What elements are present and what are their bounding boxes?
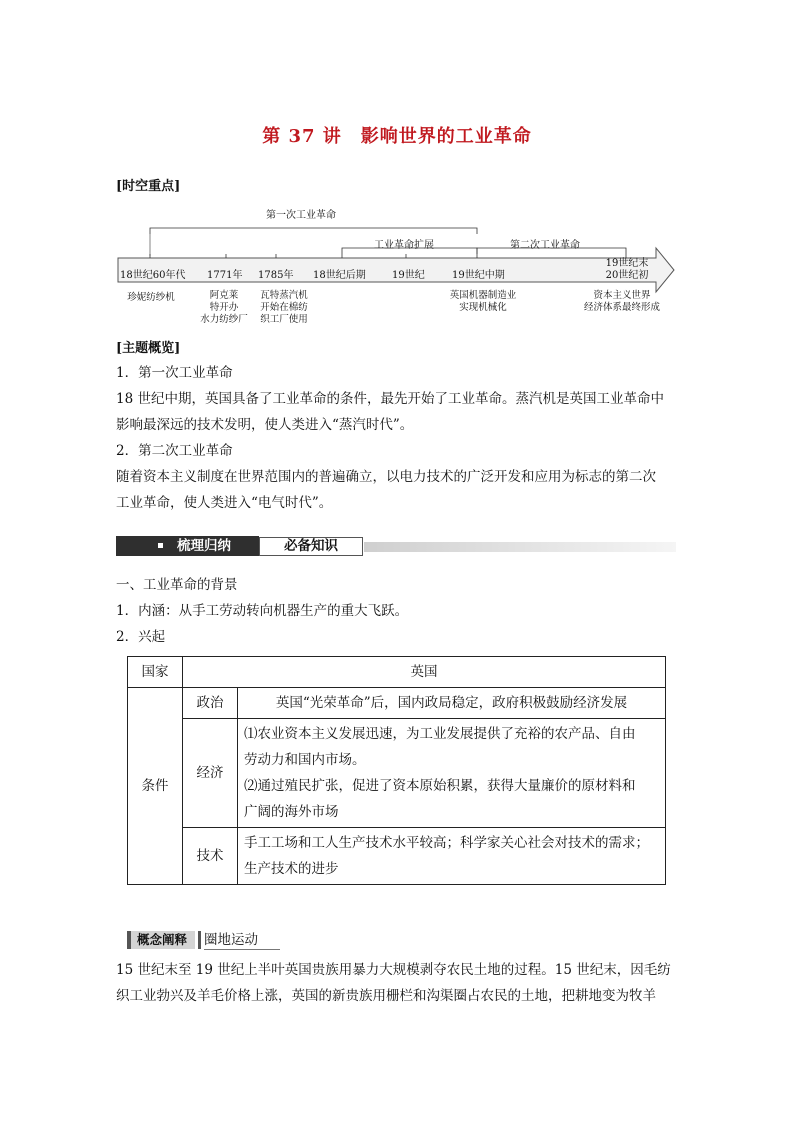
row-label-tech: 技术 bbox=[183, 828, 238, 885]
economy-line: 广阔的海外市场 bbox=[244, 804, 339, 820]
timeline-point: 19世纪中期 bbox=[452, 270, 505, 281]
overview-item2-line: 随着资本主义制度在世界范围内的普遍确立，以电力技术的广泛开发和应用为标志的第二次 bbox=[116, 469, 656, 485]
table-header-country: 国家 bbox=[128, 657, 183, 688]
background-table bbox=[127, 656, 666, 885]
overview-section-tag: [主题概览] bbox=[116, 341, 181, 356]
economy-line: ⑵通过殖民扩张，促进了资本原始积累，获得大量廉价的原材料和 bbox=[244, 778, 636, 794]
timeline-event: 资本主义世界 经济体系最终形成 bbox=[583, 290, 660, 313]
economy-line: ⑴农业资本主义发展迅速，为工业发展提供了充裕的农产品、自由 bbox=[244, 726, 636, 742]
concept-line: 织工业勃兴及羊毛价格上涨，英国的新贵族用栅栏和沟渠圈占农民的土地，把耕地变为牧羊 bbox=[116, 988, 656, 1004]
banner-right: 必备知识 bbox=[259, 537, 363, 556]
economy-line: 劳动力和国内市场。 bbox=[244, 752, 366, 768]
concept-line: 15 世纪末至 19 世纪上半叶英国贵族用暴力大规模剥夺农民土地的过程。15 世纪末，因毛纺 bbox=[116, 962, 671, 978]
overview-item2-title: 2．第二次工业革命 bbox=[116, 443, 233, 459]
row-text-tech bbox=[238, 828, 666, 885]
concept-divider bbox=[198, 931, 201, 949]
overview-item2-line: 工业革命，使人类进入“电气时代”。 bbox=[116, 495, 333, 511]
overview-section bbox=[116, 360, 678, 516]
row-label-politics: 政治 bbox=[183, 688, 238, 719]
knowledge-section bbox=[116, 572, 678, 650]
timeline-point: 19世纪末 20世纪初 bbox=[605, 258, 649, 281]
timeline-point: 18世纪后期 bbox=[313, 270, 366, 281]
timeline-event: 珍妮纺纱机 bbox=[127, 292, 175, 303]
overview-item1-line: 影响最深远的技术发明，使人类进入“蒸汽时代”。 bbox=[116, 417, 414, 433]
bracket-first bbox=[150, 228, 477, 234]
banner-left bbox=[116, 536, 259, 556]
bracket-label-second: 第二次工业革命 bbox=[510, 240, 580, 251]
row-label-economy: 经济 bbox=[183, 719, 238, 828]
timeline-point: 1785年 bbox=[258, 270, 294, 281]
section-banner bbox=[116, 536, 676, 556]
knowledge-heading: 一、工业革命的背景 bbox=[116, 577, 238, 593]
concept-term: 圈地运动 bbox=[204, 931, 280, 950]
concept-box bbox=[127, 931, 280, 949]
timeline-event: 瓦特蒸汽机 开始在棉纺 织工厂使用 bbox=[260, 290, 308, 325]
square-icon bbox=[158, 543, 163, 548]
row-text-economy bbox=[238, 719, 666, 828]
row-text-politics: 英国“光荣革命”后，国内政局稳定，政府积极鼓励经济发展 bbox=[238, 688, 666, 719]
timeline-diagram bbox=[116, 200, 676, 325]
bracket-label-expansion: 工业革命扩展 bbox=[374, 240, 434, 251]
knowledge-item1: 1．内涵：从手工劳动转向机器生产的重大飞跃。 bbox=[116, 603, 409, 619]
table-group-label: 条件 bbox=[128, 688, 183, 885]
concept-label: 概念阐释 bbox=[127, 931, 195, 949]
timeline-section-tag: [时空重点] bbox=[116, 179, 181, 194]
timeline-event: 阿克莱 特开办 水力纺纱厂 bbox=[200, 290, 248, 325]
bracket-label-first: 第一次工业革命 bbox=[266, 210, 336, 221]
timeline-point: 19世纪 bbox=[392, 270, 425, 281]
page-title: 第 37 讲 影响世界的工业革命 bbox=[262, 126, 532, 147]
table-header-value: 英国 bbox=[183, 657, 666, 688]
timeline-point: 1771年 bbox=[207, 270, 243, 281]
tech-line: 手工工场和工人生产技术水平较高；科学家关心社会对技术的需求； bbox=[244, 835, 649, 851]
overview-item1-line: 18 世纪中期，英国具备了工业革命的条件，最先开始了工业革命。蒸汽机是英国工业革命中 bbox=[116, 391, 664, 407]
concept-text bbox=[116, 957, 678, 1009]
knowledge-item2: 2．兴起 bbox=[116, 629, 166, 645]
timeline-point: 18世纪60年代 bbox=[120, 270, 186, 281]
banner-fade-bar bbox=[364, 542, 676, 552]
tech-line: 生产技术的进步 bbox=[244, 861, 339, 877]
banner-left-label: 梳理归纳 bbox=[177, 538, 231, 554]
overview-item1-title: 1．第一次工业革命 bbox=[116, 365, 233, 381]
timeline-event: 英国机器制造业 实现机械化 bbox=[449, 290, 517, 313]
